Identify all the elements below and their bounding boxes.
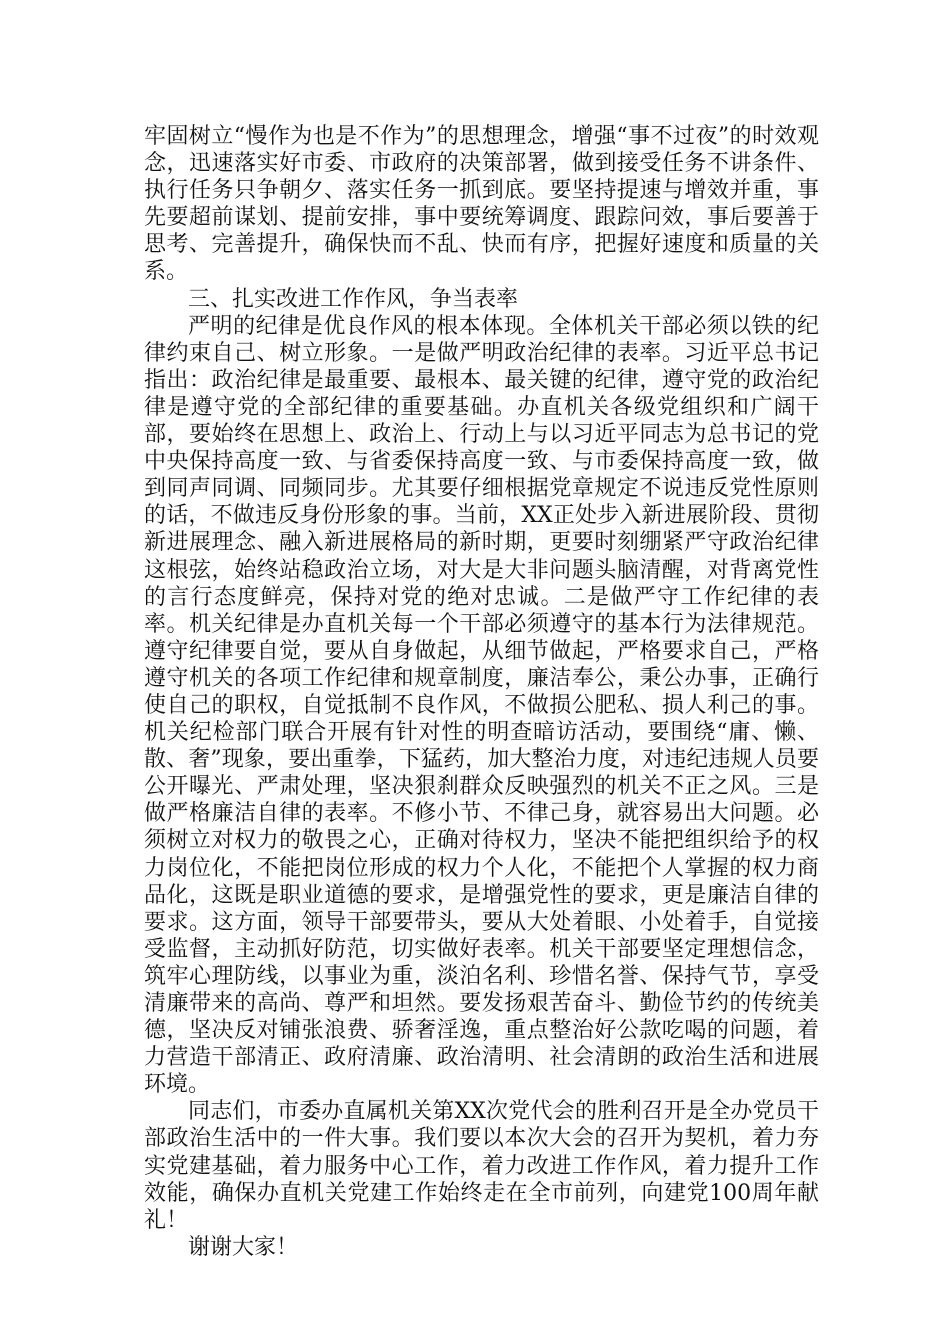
paragraph-thanks: 谢谢大家！ [188, 1234, 299, 1260]
section-heading-3: 三、扎实改进工作作风，争当表率 [188, 286, 519, 312]
paragraph-closing: 同志们，市委办直属机关第XX次党代会的胜利召开是全办党员干部政治生活中的一件大事。我们要以本次大会的召开为契机，着力夯实党建基础，着力服务中心工作，着力改进工作作风，着力提升工作效能，确保办直机关党建工作始终走在全市前列，向建党100周年献礼！ [144, 1099, 819, 1233]
document-body [144, 123, 819, 1261]
paragraph-1: 牢固树立“慢作为也是不作为”的思想理念，增强“事不过夜”的时效观念，迅速落实好市委、市政府的决策部署，做到接受任务不讲条件、执行任务只争朝夕、落实任务一抓到底。要坚持提速与增效并重，事先要超前谋划、提前安排，事中要统筹调度、跟踪问效，事后要善于思考、完善提升，确保快而不乱、快而有序，把握好速度和质量的关系。 [144, 124, 819, 285]
paragraph-discipline: 严明的纪律是优良作风的根本体现。全体机关干部必须以铁的纪律约束自己、树立形象。一是做严明政治纪律的表率。习近平总书记指出：政治纪律是最重要、最根本、最关键的纪律，遵守党的政治纪律是遵守党的全部纪律的重要基础。办直机关各级党组织和广阔干部，要始终在思想上、政治上、行动上与以习近平同志为总书记的党中央保持高度一致、与省委保持高度一致、与市委保持高度一致，做到同声同调、同频同步。尤其要仔细根据党章规定不说违反党性原则的话，不做违反身份形象的事。当前，XX正处步入新进展阶段、贯彻新进展理念、融入新进展格局的新时期，更要时刻绷紧严守政治纪律这根弦，始终站稳政治立场，对大是大非问题头脑清醒，对背离党性的言行态度鲜亮，保持对党的绝对忠诚。二是做严守工作纪律的表率。机关纪律是办直机关每一个干部必须遵守的基本行为法律规范。遵守纪律要自觉，要从自身做起，从细节做起，严格要求自己，严格遵守机关的各项工作纪律和规章制度，廉洁奉公，秉公办事，正确行使自己的职权，自觉抵制不良作风，不做损公肥私、损人利己的事。机关纪检部门联合开展有针对性的明查暗访活动，要围绕“庸、懒、散、奢”现象，要出重拳，下猛药，加大整治力度，对违纪违规人员要公开曝光、严肃处理，坚决狠刹群众反映强烈的机关不正之风。三是做严格廉洁自律的表率。不修小节、不律己身，就容易出大问题。必须树立对权力的敬畏之心，正确对待权力，坚决不能把组织给予的权力岗位化，不能把岗位形成的权力个人化，不能把个人掌握的权力商品化，这既是职业道德的要求，是增强党性的要求，更是廉洁自律的要求。这方面，领导干部要带头，要从大处着眼、小处着手，自觉接受监督，主动抓好防范，切实做好表率。机关干部要坚定理想信念，筑牢心理防线，以事业为重，淡泊名利、珍惜名誉、保持气节，享受清廉带来的高尚、尊严和坦然。要发扬艰苦奋斗、勤俭节约的传统美德，坚决反对铺张浪费、骄奢淫逸，重点整治好公款吃喝的问题，着力营造干部清正、政府清廉、政治清明、社会清朗的政治生活和进展环境。 [144, 313, 819, 1098]
